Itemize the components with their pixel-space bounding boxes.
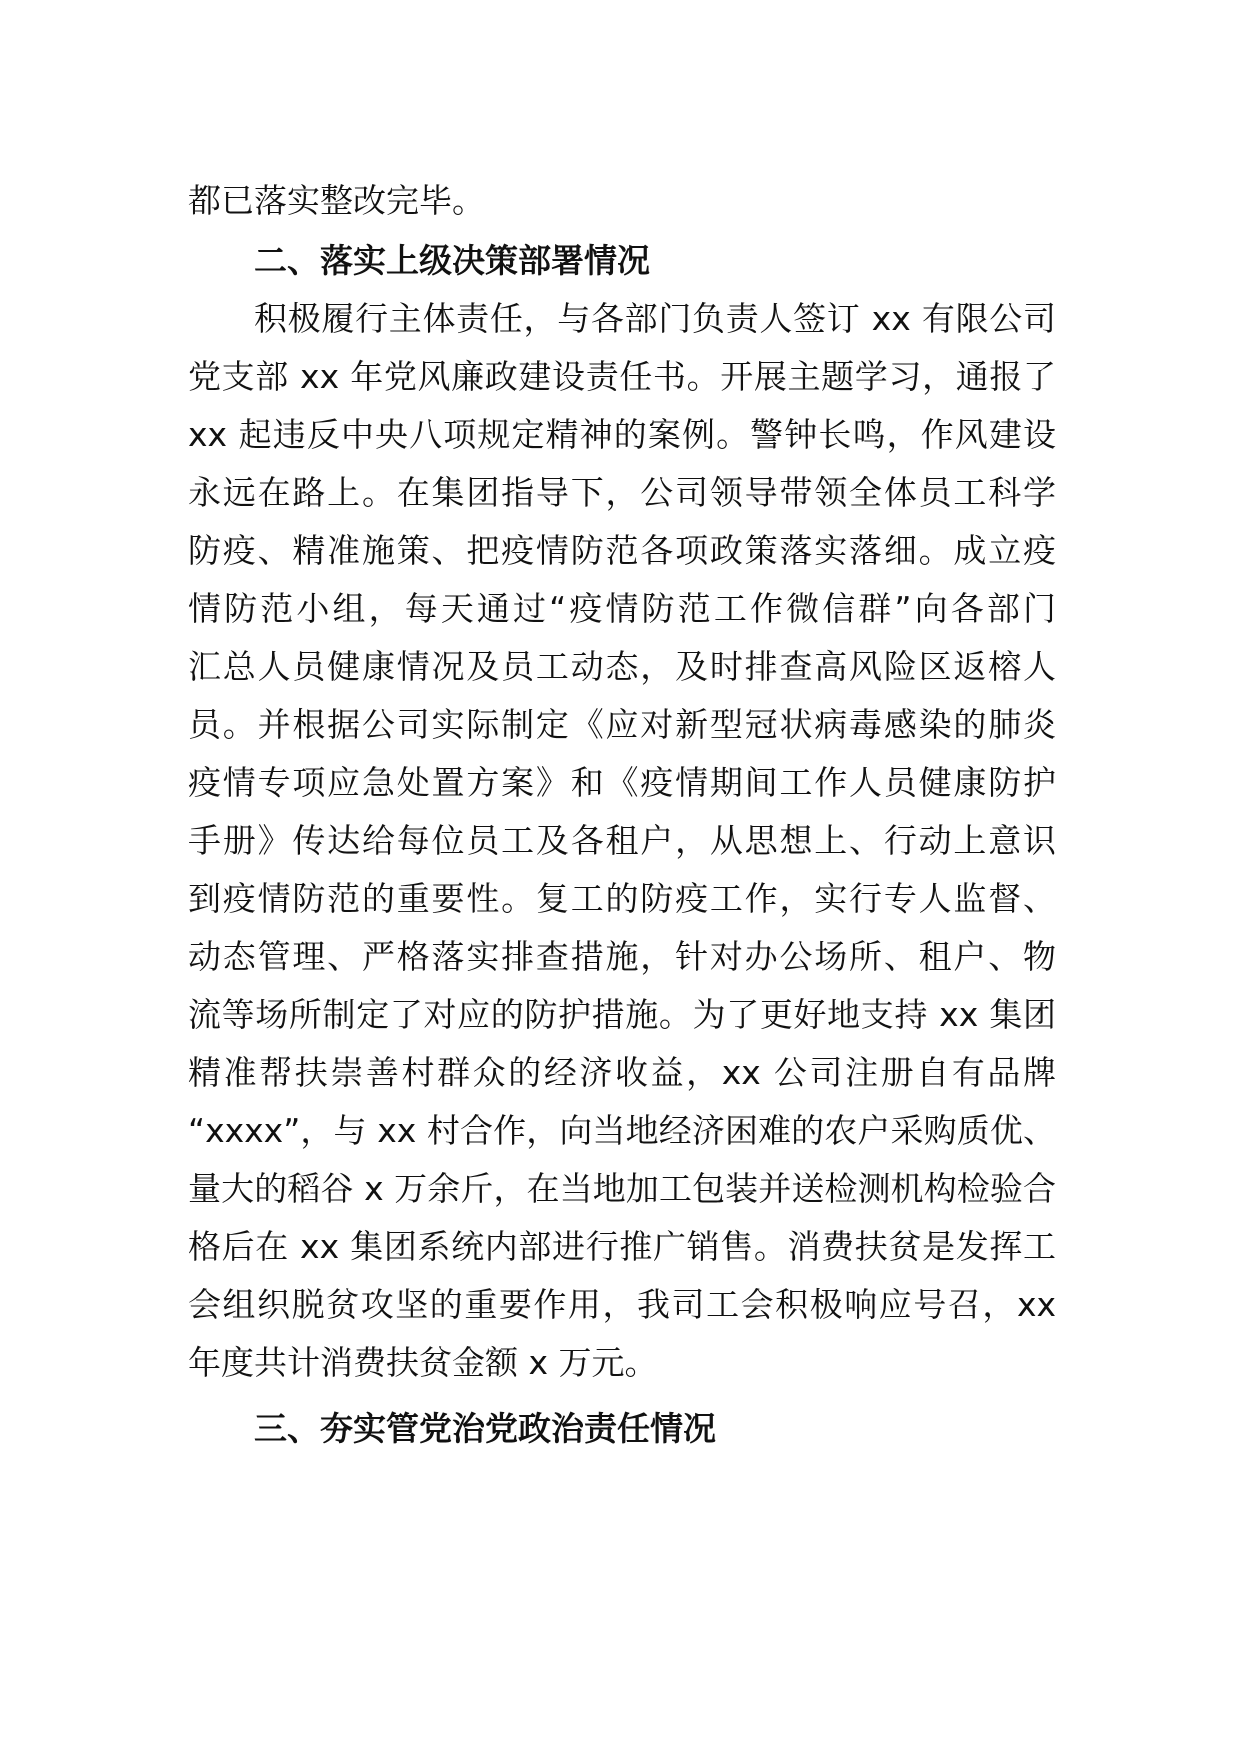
- section-heading-2: 二、落实上级决策部署情况: [254, 241, 650, 280]
- paragraph-line: “xxxx”，与 xx 村合作，向当地经济困难的农户采购质优、: [188, 1111, 1056, 1150]
- paragraph-line: 积极履行主体责任，与各部门负责人签订 xx 有限公司: [254, 299, 1056, 338]
- paragraph-line: 量大的稻谷 x 万余斤，在当地加工包装并送检测机构检验合: [188, 1169, 1056, 1208]
- paragraph-line: 动态管理、严格落实排查措施，针对办公场所、租户、物: [188, 937, 1056, 976]
- paragraph-line: 格后在 xx 集团系统内部进行推广销售。消费扶贫是发挥工: [188, 1227, 1056, 1266]
- paragraph-line: 汇总人员健康情况及员工动态，及时排查高风险区返榕人: [188, 647, 1056, 686]
- paragraph-line: 到疫情防范的重要性。复工的防疫工作，实行专人监督、: [188, 879, 1056, 918]
- paragraph-line: 精准帮扶崇善村群众的经济收益，xx 公司注册自有品牌: [188, 1053, 1056, 1092]
- paragraph-line-continuation: 都已落实整改完毕。: [188, 181, 485, 220]
- paragraph-line: 员。并根据公司实际制定《应对新型冠状病毒感染的肺炎: [188, 705, 1056, 744]
- paragraph-line: 防疫、精准施策、把疫情防范各项政策落实落细。成立疫: [188, 531, 1056, 570]
- paragraph-line: 会组织脱贫攻坚的重要作用，我司工会积极响应号召，xx: [188, 1285, 1056, 1324]
- paragraph-line: 情防范小组，每天通过“疫情防范工作微信群”向各部门: [188, 589, 1056, 628]
- paragraph-line: 疫情专项应急处置方案》和《疫情期间工作人员健康防护: [188, 763, 1056, 802]
- paragraph-line: xx 起违反中央八项规定精神的案例。警钟长鸣，作风建设: [188, 415, 1056, 454]
- paragraph-line: 永远在路上。在集团指导下，公司领导带领全体员工科学: [188, 473, 1056, 512]
- paragraph-line-last: 年度共计消费扶贫金额 x 万元。: [188, 1343, 658, 1382]
- section-heading-3: 三、夯实管党治党政治责任情况: [254, 1409, 716, 1448]
- paragraph-line: 党支部 xx 年党风廉政建设责任书。开展主题学习，通报了: [188, 357, 1056, 396]
- paragraph-line: 手册》传达给每位员工及各租户，从思想上、行动上意识: [188, 821, 1056, 860]
- paragraph-line: 流等场所制定了对应的防护措施。为了更好地支持 xx 集团: [188, 995, 1056, 1034]
